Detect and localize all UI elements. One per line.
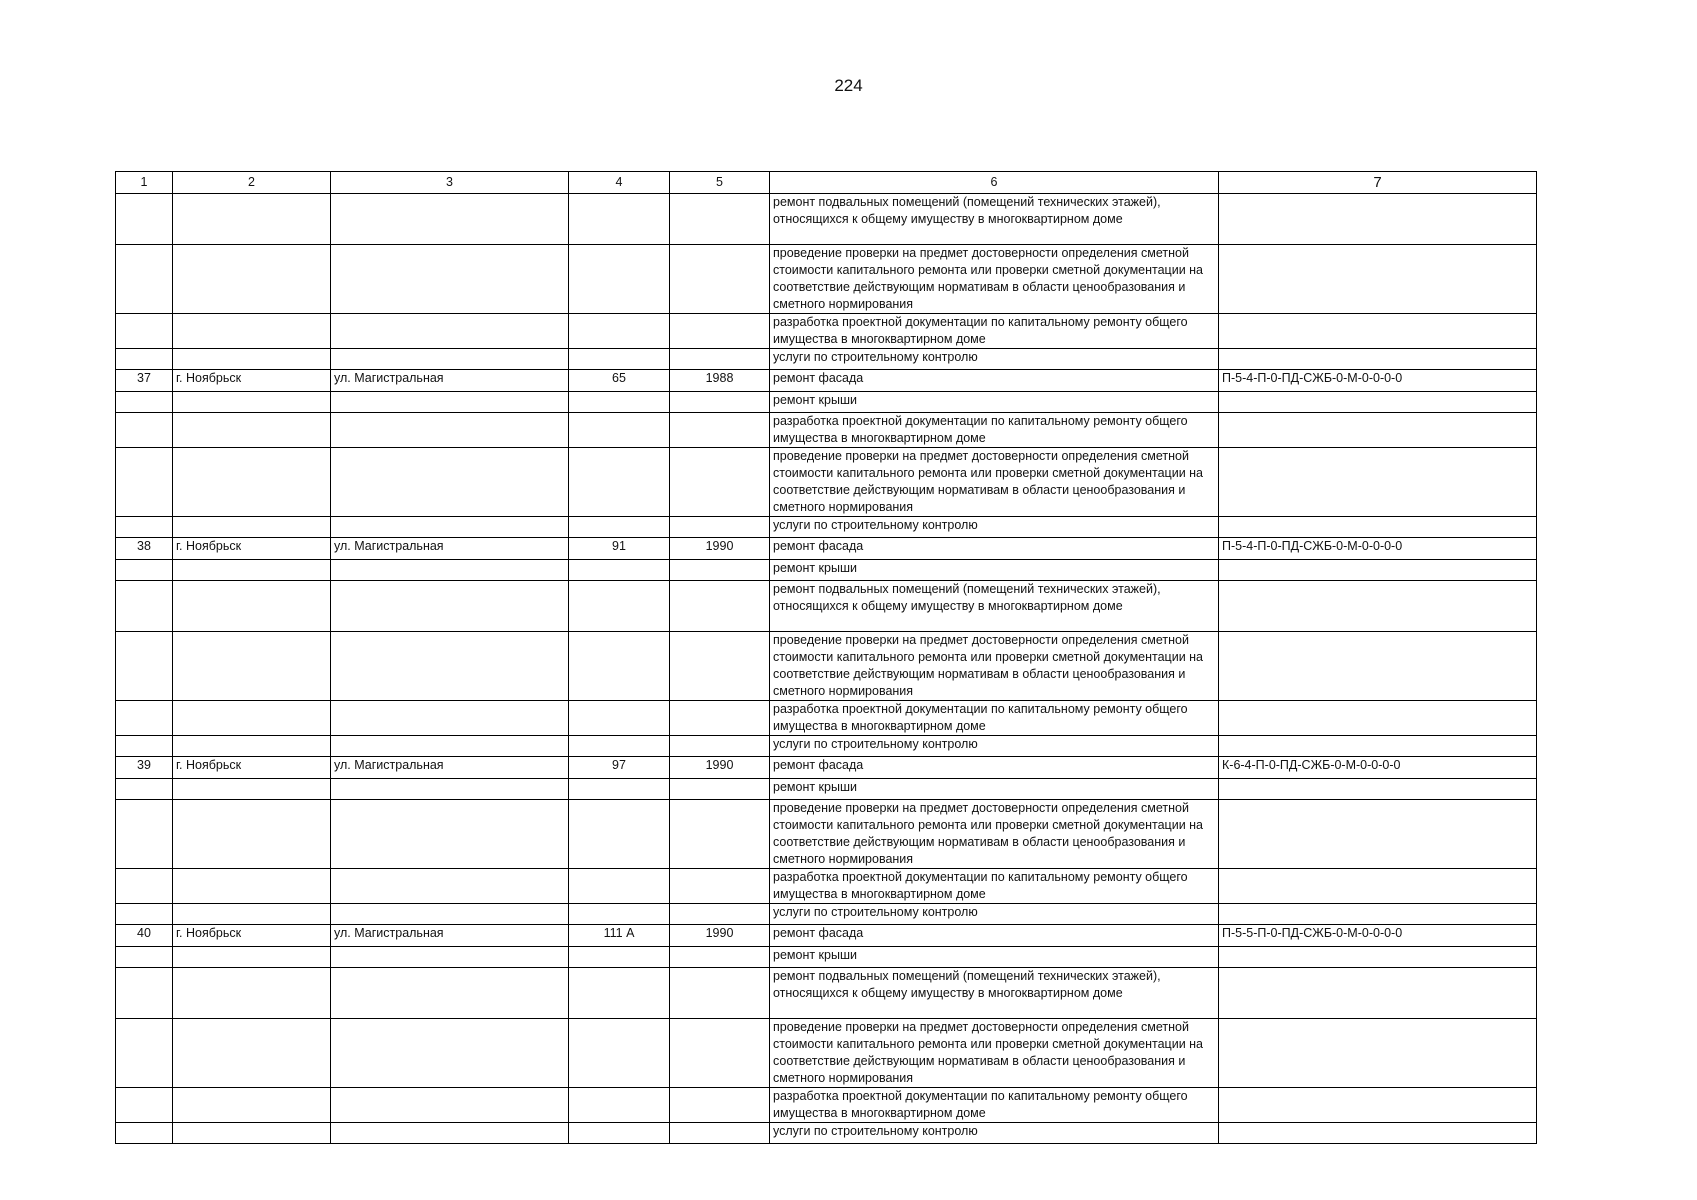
cell-house [569, 1088, 670, 1123]
cell-code [1219, 779, 1537, 800]
cell-number [116, 701, 173, 736]
cell-city [173, 736, 331, 757]
cell-city [173, 392, 331, 413]
cell-street [331, 194, 569, 245]
cell-code [1219, 736, 1537, 757]
cell-city [173, 800, 331, 869]
cell-house [569, 800, 670, 869]
cell-house: 65 [569, 370, 670, 392]
cell-house [569, 968, 670, 1019]
cell-number [116, 194, 173, 245]
cell-year [670, 560, 770, 581]
cell-city [173, 904, 331, 925]
cell-number [116, 779, 173, 800]
cell-year [670, 1019, 770, 1088]
cell-city [173, 701, 331, 736]
cell-code [1219, 349, 1537, 370]
cell-house [569, 349, 670, 370]
cell-code: П-5-5-П-0-ПД-СЖБ-0-М-0-0-0-0 [1219, 925, 1537, 947]
cell-city [173, 779, 331, 800]
cell-code [1219, 194, 1537, 245]
cell-code: П-5-4-П-0-ПД-СЖБ-0-М-0-0-0-0 [1219, 538, 1537, 560]
cell-code [1219, 947, 1537, 968]
cell-work-type: ремонт фасада [770, 925, 1219, 947]
cell-code [1219, 560, 1537, 581]
cell-city: г. Ноябрьск [173, 757, 331, 779]
cell-code [1219, 581, 1537, 632]
table-row [116, 632, 1537, 701]
cell-city: г. Ноябрьск [173, 538, 331, 560]
table-row [116, 560, 1537, 581]
table-row [116, 869, 1537, 904]
cell-code [1219, 245, 1537, 314]
table-row [116, 448, 1537, 517]
cell-work-type: ремонт крыши [770, 560, 1219, 581]
cell-code [1219, 1088, 1537, 1123]
cell-year [670, 314, 770, 349]
cell-house: 97 [569, 757, 670, 779]
cell-year: 1990 [670, 757, 770, 779]
cell-street [331, 560, 569, 581]
cell-street [331, 349, 569, 370]
cell-code [1219, 800, 1537, 869]
cell-number [116, 448, 173, 517]
cell-code [1219, 413, 1537, 448]
cell-street [331, 800, 569, 869]
cell-work-type: разработка проектной документации по капитальному ремонту общего имущества в многоквартирном доме [770, 869, 1219, 904]
cell-city [173, 1088, 331, 1123]
table-row [116, 701, 1537, 736]
cell-year [670, 413, 770, 448]
cell-house: 91 [569, 538, 670, 560]
cell-year: 1990 [670, 925, 770, 947]
cell-work-type: услуги по строительному контролю [770, 904, 1219, 925]
cell-city [173, 194, 331, 245]
cell-work-type: ремонт фасада [770, 538, 1219, 560]
cell-city [173, 413, 331, 448]
cell-house [569, 194, 670, 245]
cell-street: ул. Магистральная [331, 925, 569, 947]
cell-street [331, 413, 569, 448]
cell-year [670, 632, 770, 701]
cell-year [670, 392, 770, 413]
cell-work-type: разработка проектной документации по капитальному ремонту общего имущества в многоквартирном доме [770, 701, 1219, 736]
cell-year [670, 349, 770, 370]
column-header: 7 [1219, 172, 1537, 194]
cell-number: 37 [116, 370, 173, 392]
cell-work-type: ремонт крыши [770, 392, 1219, 413]
table-row [116, 349, 1537, 370]
cell-street [331, 701, 569, 736]
cell-code [1219, 904, 1537, 925]
cell-code [1219, 1123, 1537, 1144]
cell-code [1219, 448, 1537, 517]
cell-work-type: ремонт фасада [770, 757, 1219, 779]
cell-house [569, 581, 670, 632]
cell-city [173, 869, 331, 904]
cell-street [331, 779, 569, 800]
cell-house [569, 245, 670, 314]
cell-work-type: ремонт подвальных помещений (помещений технических этажей), относящихся к общему имуществу в многоквартирном доме [770, 581, 1219, 632]
cell-year [670, 1088, 770, 1123]
cell-year [670, 869, 770, 904]
cell-street [331, 392, 569, 413]
cell-number [116, 314, 173, 349]
table-row [116, 538, 1537, 560]
cell-city [173, 314, 331, 349]
cell-number [116, 1088, 173, 1123]
cell-number [116, 968, 173, 1019]
table-row [116, 947, 1537, 968]
cell-number [116, 560, 173, 581]
cell-street [331, 904, 569, 925]
table-row [116, 757, 1537, 779]
cell-city [173, 632, 331, 701]
cell-work-type: разработка проектной документации по капитальному ремонту общего имущества в многоквартирном доме [770, 413, 1219, 448]
column-header: 6 [770, 172, 1219, 194]
cell-work-type: ремонт подвальных помещений (помещений технических этажей), относящихся к общему имуществу в многоквартирном доме [770, 968, 1219, 1019]
column-header: 4 [569, 172, 670, 194]
cell-year [670, 448, 770, 517]
table-row [116, 968, 1537, 1019]
cell-street: ул. Магистральная [331, 757, 569, 779]
table-row [116, 1088, 1537, 1123]
cell-work-type: ремонт подвальных помещений (помещений технических этажей), относящихся к общему имуществу в многоквартирном доме [770, 194, 1219, 245]
cell-street: ул. Магистральная [331, 538, 569, 560]
cell-house [569, 701, 670, 736]
cell-street [331, 1123, 569, 1144]
cell-number [116, 517, 173, 538]
cell-city [173, 1123, 331, 1144]
cell-city: г. Ноябрьск [173, 925, 331, 947]
cell-work-type: ремонт фасада [770, 370, 1219, 392]
cell-year [670, 1123, 770, 1144]
table-row [116, 517, 1537, 538]
cell-work-type: проведение проверки на предмет достоверности определения сметной стоимости капитального ремонта или проверки сметной документации на соответствие действующим нормативам в области ценообразования и сметного нормирования [770, 448, 1219, 517]
cell-house [569, 632, 670, 701]
cell-code [1219, 1019, 1537, 1088]
table-row [116, 392, 1537, 413]
column-header: 3 [331, 172, 569, 194]
cell-house [569, 560, 670, 581]
cell-street [331, 632, 569, 701]
table-row [116, 245, 1537, 314]
cell-street [331, 581, 569, 632]
cell-number [116, 632, 173, 701]
cell-year [670, 947, 770, 968]
cell-number [116, 947, 173, 968]
table-row [116, 413, 1537, 448]
cell-city [173, 947, 331, 968]
cell-street [331, 314, 569, 349]
cell-house: 111 А [569, 925, 670, 947]
cell-number [116, 392, 173, 413]
cell-street [331, 736, 569, 757]
cell-house [569, 314, 670, 349]
cell-street [331, 1019, 569, 1088]
table-row [116, 581, 1537, 632]
cell-work-type: разработка проектной документации по капитальному ремонту общего имущества в многоквартирном доме [770, 314, 1219, 349]
cell-street [331, 245, 569, 314]
cell-year [670, 968, 770, 1019]
cell-city [173, 448, 331, 517]
page-number: 224 [834, 76, 863, 95]
cell-city [173, 245, 331, 314]
cell-work-type: услуги по строительному контролю [770, 349, 1219, 370]
cell-number: 39 [116, 757, 173, 779]
cell-code: К-6-4-П-0-ПД-СЖБ-0-М-0-0-0-0 [1219, 757, 1537, 779]
table-row [116, 370, 1537, 392]
cell-house [569, 1123, 670, 1144]
cell-work-type: проведение проверки на предмет достоверности определения сметной стоимости капитального ремонта или проверки сметной документации на соответствие действующим нормативам в области ценообразования и сметного нормирования [770, 1019, 1219, 1088]
cell-number: 40 [116, 925, 173, 947]
table-row [116, 1123, 1537, 1144]
cell-code [1219, 869, 1537, 904]
cell-work-type: проведение проверки на предмет достоверности определения сметной стоимости капитального ремонта или проверки сметной документации на соответствие действующим нормативам в области ценообразования и сметного нормирования [770, 800, 1219, 869]
cell-year [670, 517, 770, 538]
repair-table [115, 171, 1537, 1144]
cell-house [569, 736, 670, 757]
cell-year [670, 736, 770, 757]
cell-year [670, 701, 770, 736]
cell-year [670, 245, 770, 314]
cell-year [670, 581, 770, 632]
cell-year: 1990 [670, 538, 770, 560]
cell-street [331, 869, 569, 904]
cell-number [116, 800, 173, 869]
cell-year [670, 779, 770, 800]
cell-city [173, 581, 331, 632]
column-header: 5 [670, 172, 770, 194]
cell-house [569, 869, 670, 904]
table-row [116, 800, 1537, 869]
cell-house [569, 392, 670, 413]
cell-number [116, 1123, 173, 1144]
cell-house [569, 904, 670, 925]
cell-house [569, 779, 670, 800]
cell-number [116, 736, 173, 757]
cell-code [1219, 701, 1537, 736]
cell-street [331, 947, 569, 968]
cell-city [173, 1019, 331, 1088]
cell-work-type: проведение проверки на предмет достоверности определения сметной стоимости капитального ремонта или проверки сметной документации на соответствие действующим нормативам в области ценообразования и сметного нормирования [770, 632, 1219, 701]
cell-number [116, 1019, 173, 1088]
cell-work-type: ремонт крыши [770, 779, 1219, 800]
cell-work-type: проведение проверки на предмет достоверности определения сметной стоимости капитального ремонта или проверки сметной документации на соответствие действующим нормативам в области ценообразования и сметного нормирования [770, 245, 1219, 314]
cell-city [173, 968, 331, 1019]
cell-city [173, 349, 331, 370]
cell-work-type: услуги по строительному контролю [770, 1123, 1219, 1144]
cell-house [569, 947, 670, 968]
cell-house [569, 1019, 670, 1088]
cell-work-type: услуги по строительному контролю [770, 517, 1219, 538]
table-row [116, 736, 1537, 757]
cell-code [1219, 968, 1537, 1019]
cell-year [670, 194, 770, 245]
cell-street [331, 968, 569, 1019]
cell-number [116, 413, 173, 448]
cell-code [1219, 632, 1537, 701]
cell-number [116, 869, 173, 904]
cell-year: 1988 [670, 370, 770, 392]
table-row [116, 904, 1537, 925]
table-row [116, 314, 1537, 349]
cell-number: 38 [116, 538, 173, 560]
table-row [116, 925, 1537, 947]
table-body [116, 194, 1537, 1144]
cell-code [1219, 314, 1537, 349]
cell-street [331, 1088, 569, 1123]
cell-street [331, 448, 569, 517]
cell-number [116, 349, 173, 370]
cell-house [569, 448, 670, 517]
cell-street: ул. Магистральная [331, 370, 569, 392]
cell-code [1219, 517, 1537, 538]
header-row [116, 172, 1537, 194]
cell-number [116, 245, 173, 314]
cell-number [116, 581, 173, 632]
cell-number [116, 904, 173, 925]
cell-work-type: услуги по строительному контролю [770, 736, 1219, 757]
cell-work-type: ремонт крыши [770, 947, 1219, 968]
table-row [116, 194, 1537, 245]
cell-city [173, 560, 331, 581]
cell-street [331, 517, 569, 538]
column-header: 1 [116, 172, 173, 194]
table-row [116, 1019, 1537, 1088]
column-header: 2 [173, 172, 331, 194]
cell-year [670, 800, 770, 869]
cell-code: П-5-4-П-0-ПД-СЖБ-0-М-0-0-0-0 [1219, 370, 1537, 392]
cell-code [1219, 392, 1537, 413]
cell-house [569, 517, 670, 538]
cell-house [569, 413, 670, 448]
cell-work-type: разработка проектной документации по капитальному ремонту общего имущества в многоквартирном доме [770, 1088, 1219, 1123]
cell-city [173, 517, 331, 538]
cell-city: г. Ноябрьск [173, 370, 331, 392]
table-row [116, 779, 1537, 800]
cell-year [670, 904, 770, 925]
